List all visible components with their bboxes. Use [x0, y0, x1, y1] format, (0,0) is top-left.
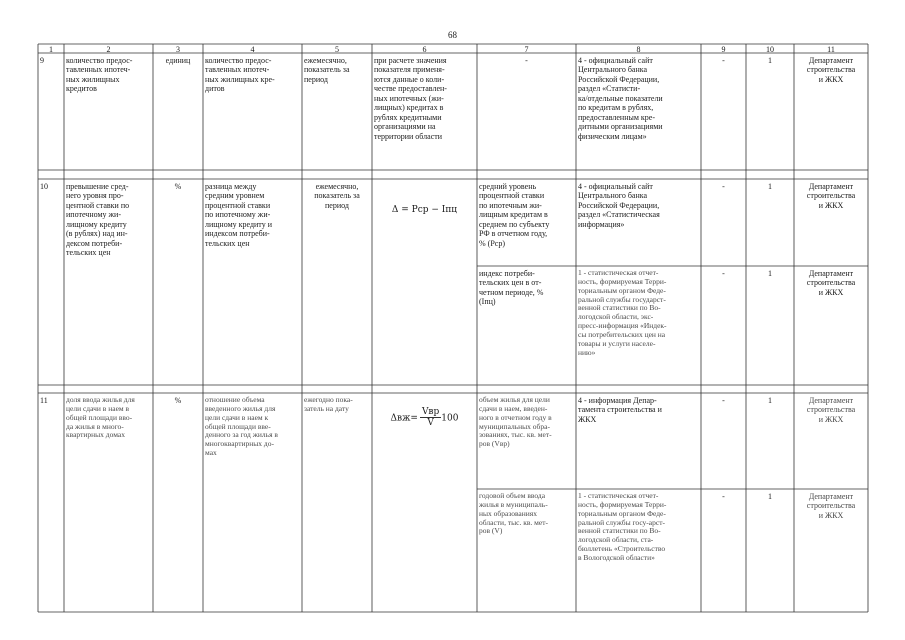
row-9-definition: количество предос- тавленных ипотеч- ных жилищных кре- дитов [205, 56, 275, 94]
row-10-indicator: превышение сред- него уровня про- центной ставки по ипотечному жи- лищному кредиту (в рублях) над ин- дексом потреби- тельских цен [66, 182, 130, 258]
row-10-base-indicator-1: средний уровень процентной ставки по ипотечным жи- лищным кредитам в среднем по субъекту РФ в отчетном году, % (Рср) [479, 182, 550, 248]
row-11-formula [373, 396, 476, 429]
col-number-4: 4 [250, 45, 255, 53]
row-11-periodicity: ежегодно пока- затель на дату [304, 396, 353, 413]
row-9-source: 4 - официальный сайт Центрального банка Российской Федерации, раздел «Статисти- ка/отдельные показатели по кредитам в рублях, предоставленным кре- дитными организациями физическим лицам» [578, 56, 663, 141]
row-9-number: 9 [40, 56, 44, 65]
row-11-responsible-1: Департамент строительства и ЖКХ [806, 396, 856, 424]
row-10-col10-2: 1 [768, 269, 772, 278]
row-11-col9-2: - [722, 492, 725, 501]
row-11-indicator: доля ввода жилья для цели сдачи в наем в общей площади вво- да жилья в много- квартирных домах [66, 396, 135, 440]
row-10-col9-1: - [722, 182, 725, 191]
row-11-formula-lhs: Δвж= [390, 413, 418, 424]
row-11-col10-1: 1 [768, 396, 772, 405]
row-9-base-indicators: - [525, 56, 528, 65]
row-11-definition: отношение объема введенного жилья для цели сдачи в наем к общей площади вве- денного за год жилья в многоквартирных до- мах [205, 396, 278, 458]
row-10-definition: разница между средним уровнем процентной ставки по ипотечному жи- лищному кредиту и индексом потреби- тельских цен [205, 182, 272, 248]
row-10-number: 10 [40, 182, 48, 191]
row-11-formula-denominator: V [427, 418, 434, 429]
row-9-responsible: Департамент строительства и ЖКХ [806, 56, 856, 84]
row-11-formula-fraction [420, 407, 441, 429]
row-11-unit: % [174, 396, 182, 405]
row-10-unit: % [174, 182, 182, 191]
col-number-6: 6 [422, 45, 427, 53]
page-number: 68 [448, 30, 457, 40]
row-10-periodicity: ежемесячно, показатель за период [314, 182, 360, 210]
row-9-unit: единиц [165, 56, 191, 65]
col-number-9: 9 [721, 45, 726, 53]
row-11-source-1: 4 - информация Депар- тамента строительства и ЖКХ [578, 396, 662, 424]
row-9-periodicity: ежемесячно, показатель за период [304, 56, 350, 84]
row-11-source-2: 1 - статистическая отчет- ность, формируемая Терри- ториальным органом Феде- ральной службы госу-арст- венной статистики по Во- логодской области, ста- бюллетень «Строительство в Вологодской области» [578, 492, 667, 562]
col-number-10: 10 [766, 45, 774, 53]
row-9-col9: - [722, 56, 725, 65]
row-10-formula: Δ = Рср − Iпц [391, 205, 458, 215]
col-number-3: 3 [176, 45, 180, 53]
row-10-source-2: 1 - статистическая отчет- ность, формируемая Терри- ториальным органом Феде- ральной службы государст- венной статистики по Во- логодской области, экс- пресс-информация «Индек- сы потребительских цен на товары и услуги населе- нию» [578, 269, 667, 357]
row-11-base-indicator-2: годовой объем ввода жилья в муниципаль- ных образованиях области, тыс. кв. мет- ров (V) [479, 492, 549, 536]
col-number-2: 2 [106, 45, 111, 53]
row-11-formula-numerator: Vвр [421, 406, 440, 417]
row-11-number: 11 [40, 396, 48, 405]
col-number-11: 11 [827, 45, 835, 53]
row-11-col9-1: - [722, 396, 725, 405]
col-number-8: 8 [636, 45, 641, 53]
row-9-method: при расчете значения показателя применя- ются данные о коли- честве предоставлен- ных ипотечных (жи- лищных) кредитах в рублях кредитными организациями на территории области [374, 56, 447, 141]
col-number-5: 5 [335, 45, 339, 53]
row-10-responsible-2: Департамент строительства и ЖКХ [806, 269, 856, 297]
col-number-7: 7 [524, 45, 529, 53]
row-9-indicator: количество предос- тавленных ипотеч- ных жилищных кредитов [66, 56, 133, 94]
row-10-source-1: 4 - официальный сайт Центрального банка Российской Федерации, раздел «Статистическая информация» [578, 182, 660, 229]
row-9-col10: 1 [768, 56, 772, 65]
row-10-base-indicator-2: индекс потреби- тельских цен в от- четном периоде, % (Iпц) [479, 269, 544, 307]
row-11-col10-2: 1 [768, 492, 772, 501]
row-11-base-indicator-1: объем жилья для цели сдачи в наем, введен- ного в отчетном году в муниципальных обра- зованиях, тыс. кв. мет- ров (Vвр) [479, 396, 552, 449]
row-10-col10-1: 1 [768, 182, 772, 191]
col-number-1: 1 [49, 45, 53, 53]
row-11-responsible-2: Департамент строительства и ЖКХ [806, 492, 856, 520]
row-10-col9-2: - [722, 269, 725, 278]
row-10-responsible-1: Департамент строительства и ЖКХ [806, 182, 856, 210]
row-11-formula-multiplier: 100 [441, 413, 459, 424]
